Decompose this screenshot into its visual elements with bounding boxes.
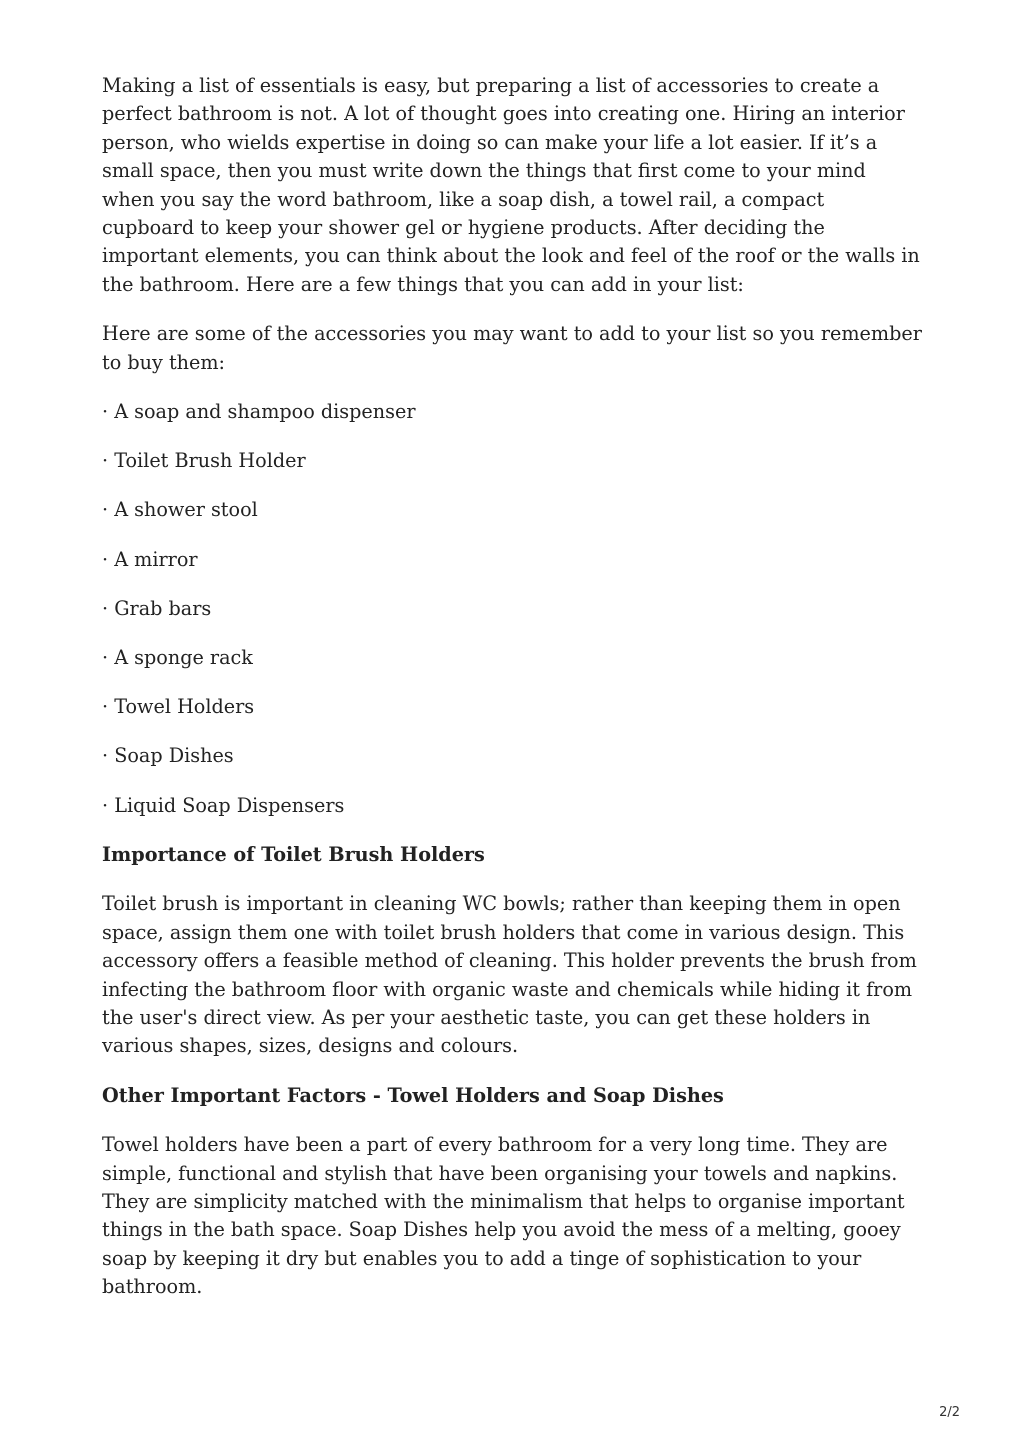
- list-item: · Towel Holders: [102, 695, 255, 719]
- list-intro-paragraph: Here are some of the accessories you may want to add to your list so you remember to buy them:: [102, 322, 922, 374]
- section-body-towel-holders-soap-dishes: Towel holders have been a part of every bathroom for a very long time. They are simple, functional and stylish that have been organising your towels and napkins. They are simplicity matched with the minimalism that helps to organise important things in the bath space. Soap Dishes help you avoid the mess of a melting, gooey soap by keeping it dry but enables you to add a tinge of sophistication to your bathroom.: [102, 1133, 905, 1299]
- list-item: · Toilet Brush Holder: [102, 449, 306, 473]
- document-body: [102, 72, 922, 1323]
- list-item: · A mirror: [102, 547, 198, 571]
- list-item: · A soap and shampoo dispenser: [102, 400, 416, 424]
- accessories-list: [102, 398, 922, 820]
- page-number: 2/2: [939, 1405, 960, 1420]
- section-body-toilet-brush-holders: Toilet brush is important in cleaning WC bowls; rather than keeping them in open space, assign them one with toilet brush holders that come in various design. This accessory offers a feasible method of cleaning. This holder prevents the brush from infecting the bathroom floor with organic waste and chemicals while hiding it from the user's direct view. As per your aesthetic taste, you can get these holders in various shapes, sizes, designs and colours.: [102, 892, 917, 1058]
- list-item: · Soap Dishes: [102, 744, 234, 768]
- list-item: · A sponge rack: [102, 646, 253, 670]
- list-item: · Grab bars: [102, 596, 212, 620]
- section-heading-towel-holders-soap-dishes: Other Important Factors - Towel Holders and Soap Dishes: [102, 1083, 724, 1107]
- list-item: · Liquid Soap Dispensers: [102, 793, 345, 817]
- intro-paragraph: Making a list of essentials is easy, but preparing a list of accessories to create a perfect bathroom is not. A lot of thought goes into creating one. Hiring an interior person, who wields expertise in doing so can make your life a lot easier. If it’s a small space, then you must write down the things that first come to your mind when you say the word bathroom, like a soap dish, a towel rail, a compact cupboard to keep your shower gel or hygiene products. After deciding the important elements, you can think about the look and feel of the roof or the walls in the bathroom. Here are a few things that you can add in your list:: [102, 74, 920, 296]
- section-heading-toilet-brush-holders: Importance of Toilet Brush Holders: [102, 842, 485, 866]
- list-item: · A shower stool: [102, 498, 258, 522]
